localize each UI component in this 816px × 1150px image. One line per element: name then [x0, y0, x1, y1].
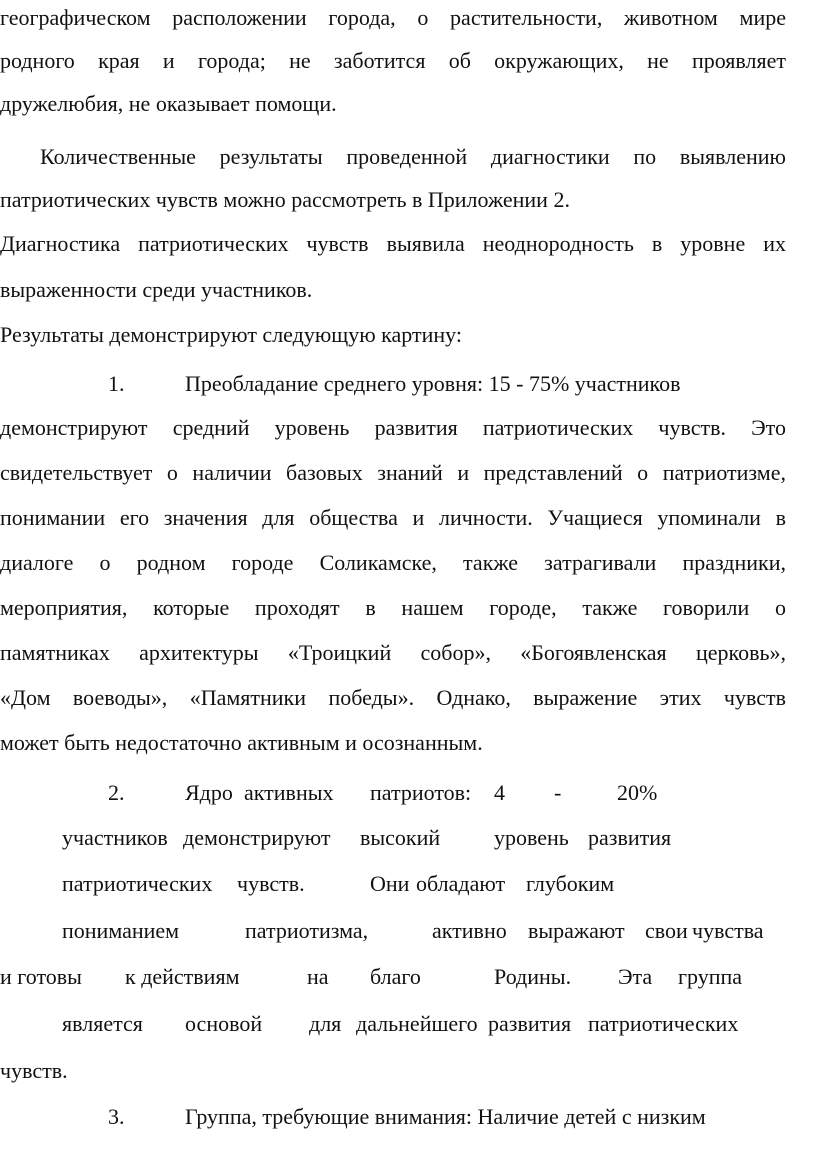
text-line: Количественные результаты проведенной диагностики по выявлению — [40, 144, 786, 169]
list-number: 3. — [108, 1104, 125, 1129]
word: патриотов: — [370, 780, 472, 805]
text-line: может быть недостаточно активным и осознанным. — [0, 730, 483, 755]
text-line: «Дом воеводы», «Памятники победы». Однако, выражение этих чувств — [0, 685, 786, 710]
text-line: понимании его значения для общества и личности. Учащиеся упоминали в — [0, 505, 786, 530]
word: - — [554, 780, 562, 805]
list-number: 2. — [108, 780, 125, 805]
word: Родины. — [494, 964, 572, 989]
text-line: географическом расположении города, о растительности, животном мире — [0, 5, 786, 30]
word: уровень — [494, 825, 569, 850]
text-line: Преобладание среднего уровня: 15 - 75% участников — [185, 371, 681, 396]
word: и готовы — [0, 964, 82, 989]
word: пониманием — [62, 918, 180, 943]
text-line: дружелюбия, не оказывает помощи. — [0, 91, 337, 116]
text-line: демонстрируют средний уровень развития патриотических чувств. Это — [0, 415, 786, 440]
word: патриотических — [62, 871, 213, 896]
word: патриотических — [588, 1011, 739, 1036]
word: чувства — [692, 918, 764, 943]
text-line: родного края и города; не заботится об окружающих, не проявляет — [0, 48, 786, 73]
word: развития — [588, 825, 672, 850]
text-line: выраженности среди участников. — [0, 277, 313, 302]
text-line: свидетельствует о наличии базовых знаний и представлений о патриотизме, — [0, 460, 786, 485]
word: чувств. — [237, 871, 305, 896]
word: основой — [185, 1011, 263, 1036]
word: 4 — [494, 780, 505, 805]
word: активных — [244, 780, 334, 805]
word: активно — [432, 918, 507, 943]
text-line: диалоге о родном городе Соликамске, также затрагивали праздники, — [0, 550, 786, 575]
word: обладают — [416, 871, 506, 896]
text-line: мероприятия, которые проходят в нашем городе, также говорили о — [0, 595, 786, 620]
word: глубоким — [526, 871, 615, 896]
word: благо — [370, 964, 421, 989]
word: 20% — [617, 780, 658, 805]
text-line: Диагностика патриотических чувств выявила неоднородность в уровне их — [0, 231, 786, 256]
word: участников — [62, 825, 168, 850]
text-line: памятниках архитектуры «Троицкий собор», «Богоявленская церковь», — [0, 640, 786, 665]
word: высокий — [360, 825, 441, 850]
word: к действиям — [125, 964, 240, 989]
word: демонстрируют — [183, 825, 331, 850]
word: Они — [370, 871, 410, 896]
word: Ядро — [185, 780, 233, 805]
word: на — [307, 964, 329, 989]
list-number: 1. — [108, 371, 125, 396]
word: для — [309, 1011, 342, 1036]
word: Эта — [618, 964, 653, 989]
word: выражают — [528, 918, 625, 943]
text-line: патриотических чувств можно рассмотреть в Приложении 2. — [0, 187, 570, 212]
word: патриотизма, — [245, 918, 369, 943]
word: свои — [645, 918, 688, 943]
word: чувств. — [0, 1058, 68, 1083]
word: дальнейшего — [356, 1011, 478, 1036]
text-line: Группа, требующие внимания: Наличие детей с низким — [185, 1104, 706, 1129]
text-line: Результаты демонстрируют следующую картину: — [0, 322, 462, 347]
word: группа — [678, 964, 743, 989]
word: развития — [488, 1011, 572, 1036]
word: является — [62, 1011, 143, 1036]
